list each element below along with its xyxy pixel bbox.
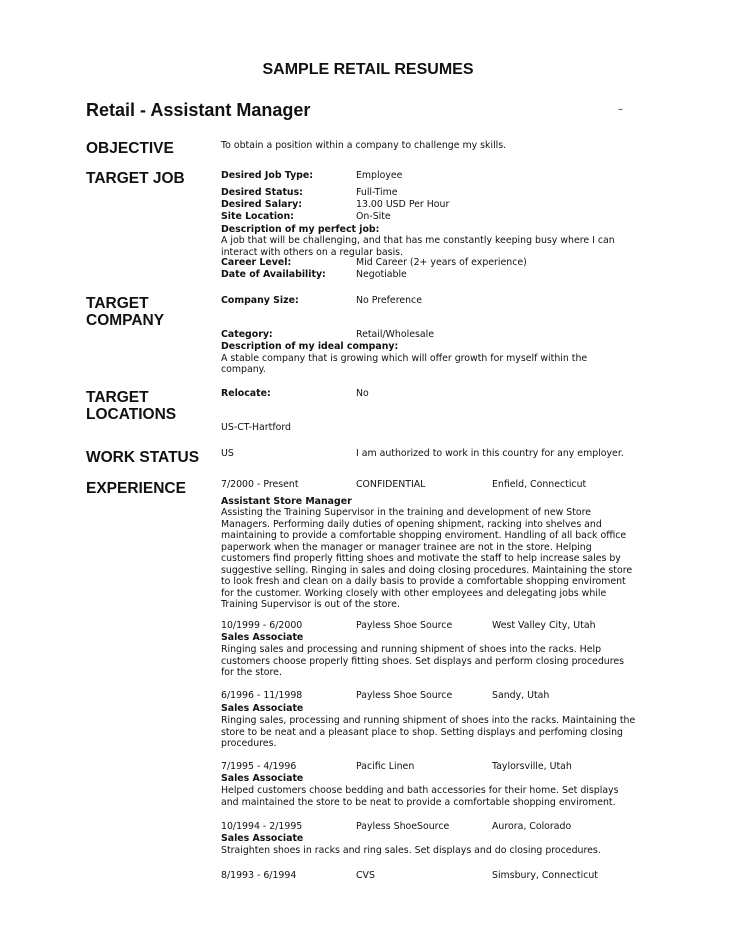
job-company: Payless ShoeSource bbox=[356, 821, 450, 832]
perfect-job-text-line1: A job that will be challenging, and that has me constantly keeping busy where I can bbox=[221, 235, 615, 246]
job-description-line: Straighten shoes in racks and ring sales. Set displays and do closing procedures. bbox=[221, 845, 601, 856]
site-location-label: Site Location: bbox=[221, 211, 294, 222]
job-dates: 10/1999 - 6/2000 bbox=[221, 620, 303, 631]
heading-work-status: WORK STATUS bbox=[86, 449, 200, 466]
job-description-line: customers find properly fitting shoes and motivate the staff to help increase sales by bbox=[221, 553, 621, 564]
career-level-value: Mid Career (2+ years of experience) bbox=[356, 257, 527, 268]
ideal-company-text-line1: A stable company that is growing which will offer growth for myself within the bbox=[221, 353, 588, 364]
ideal-company-text-line2: company. bbox=[221, 364, 266, 375]
job-location: Taylorsville, Utah bbox=[492, 761, 572, 772]
job-description-line: Helped customers choose bedding and bath accessories for their home. Set displays bbox=[221, 785, 619, 796]
job-dates: 7/1995 - 4/1996 bbox=[221, 761, 297, 772]
category-label: Category: bbox=[221, 329, 273, 340]
heading-target-locations-line1: TARGET bbox=[86, 389, 149, 406]
desired-job-type-value: Employee bbox=[356, 170, 403, 181]
job-description-line: for the store. bbox=[221, 667, 282, 678]
target-location: US-CT-Hartford bbox=[221, 422, 291, 433]
heading-experience: EXPERIENCE bbox=[86, 480, 186, 497]
job-location: Simsbury, Connecticut bbox=[492, 870, 598, 881]
job-location: Enfield, Connecticut bbox=[492, 479, 587, 490]
career-level-label: Career Level: bbox=[221, 257, 292, 268]
desired-status-value: Full-Time bbox=[356, 187, 398, 198]
job-title: Sales Associate bbox=[221, 833, 304, 844]
job-location: West Valley City, Utah bbox=[492, 620, 596, 631]
job-description-line: Ringing sales and processing and running shipment of shoes into the racks. Help bbox=[221, 644, 602, 655]
job-dates: 8/1993 - 6/1994 bbox=[221, 870, 297, 881]
job-description-line: maintaining to provide a comfortable shopping enviroment. Handling of all back office bbox=[221, 530, 627, 541]
heading-target-locations-line2: LOCATIONS bbox=[86, 406, 177, 423]
category-value: Retail/Wholesale bbox=[356, 329, 434, 340]
job-description-line: Ringing sales, processing and running shipment of shoes into the racks. Maintaining the bbox=[221, 715, 636, 726]
heading-objective: OBJECTIVE bbox=[86, 140, 174, 157]
job-company: CONFIDENTIAL bbox=[356, 479, 426, 490]
perfect-job-text-line2: interact with others on a regular basis. bbox=[221, 247, 404, 258]
document-title: SAMPLE RETAIL RESUMES bbox=[262, 61, 474, 78]
heading-target-company-line1: TARGET bbox=[86, 295, 149, 312]
job-description-line: Assisting the Training Supervisor in the training and development of new Store bbox=[221, 507, 592, 518]
job-description-line: to look fresh and clean on a daily basis to provide a comfortable shopping enviroment bbox=[221, 576, 626, 587]
job-description-line: procedures. bbox=[221, 738, 277, 749]
heading-target-job: TARGET JOB bbox=[86, 170, 185, 187]
company-size-value: No Preference bbox=[356, 295, 422, 306]
company-size-label: Company Size: bbox=[221, 295, 299, 306]
job-description-line: paperwork when the manager or manager trainee are not in the store. Helping bbox=[221, 541, 592, 553]
job-description-line: suggestive selling. Ringing in sales and doing closing procedures. Maintaining the store bbox=[221, 564, 633, 576]
job-company: CVS bbox=[356, 870, 375, 881]
objective-text: To obtain a position within a company to challenge my skills. bbox=[221, 140, 507, 151]
resume-subtitle: Retail - Assistant Manager bbox=[86, 100, 311, 120]
job-title: Sales Associate bbox=[221, 703, 304, 714]
job-dates: 7/2000 - Present bbox=[221, 479, 299, 490]
job-title: Sales Associate bbox=[221, 632, 304, 643]
job-location: Aurora, Colorado bbox=[492, 821, 572, 832]
job-title: Sales Associate bbox=[221, 773, 304, 784]
desired-salary-label: Desired Salary: bbox=[221, 199, 302, 210]
relocate-label: Relocate: bbox=[221, 388, 271, 399]
heading-target-company-line2: COMPANY bbox=[86, 312, 165, 329]
job-location: Sandy, Utah bbox=[492, 690, 550, 701]
availability-value: Negotiable bbox=[356, 269, 407, 280]
perfect-job-label: Description of my perfect job: bbox=[221, 224, 380, 235]
job-description-line: Managers. Performing daily duties of opening shipment, racking into shelves and bbox=[221, 518, 602, 530]
desired-salary-value: 13.00 USD Per Hour bbox=[356, 199, 450, 210]
job-company: Pacific Linen bbox=[356, 761, 415, 772]
availability-label: Date of Availability: bbox=[221, 269, 326, 280]
job-description-line: for the customer. Working closely with other employees and delegating jobs while bbox=[221, 587, 607, 599]
relocate-value: No bbox=[356, 388, 369, 399]
job-description-line: customers choose properly fitting shoes. Set displays and perform closing procedures bbox=[221, 655, 625, 667]
desired-status-label: Desired Status: bbox=[221, 187, 303, 198]
job-description-line: and maintained the store to be neat to provide a comfortable shopping enviroment. bbox=[221, 796, 616, 808]
job-company: Payless Shoe Source bbox=[356, 690, 453, 701]
job-description-line: store to be neat and a pleasant place to shop. Setting displays and perfoming closing bbox=[221, 726, 624, 738]
work-status-text: I am authorized to work in this country for any employer. bbox=[356, 448, 624, 459]
corner-dash: – bbox=[618, 104, 623, 115]
work-status-country: US bbox=[221, 448, 234, 459]
desired-job-type-label: Desired Job Type: bbox=[221, 170, 314, 181]
job-dates: 10/1994 - 2/1995 bbox=[221, 821, 303, 832]
job-company: Payless Shoe Source bbox=[356, 620, 453, 631]
ideal-company-label: Description of my ideal company: bbox=[221, 341, 399, 352]
job-description-line: Training Supervisor is out of the store. bbox=[221, 599, 400, 610]
job-dates: 6/1996 - 11/1998 bbox=[221, 690, 303, 701]
site-location-value: On-Site bbox=[356, 211, 391, 222]
job-title: Assistant Store Manager bbox=[221, 496, 352, 507]
